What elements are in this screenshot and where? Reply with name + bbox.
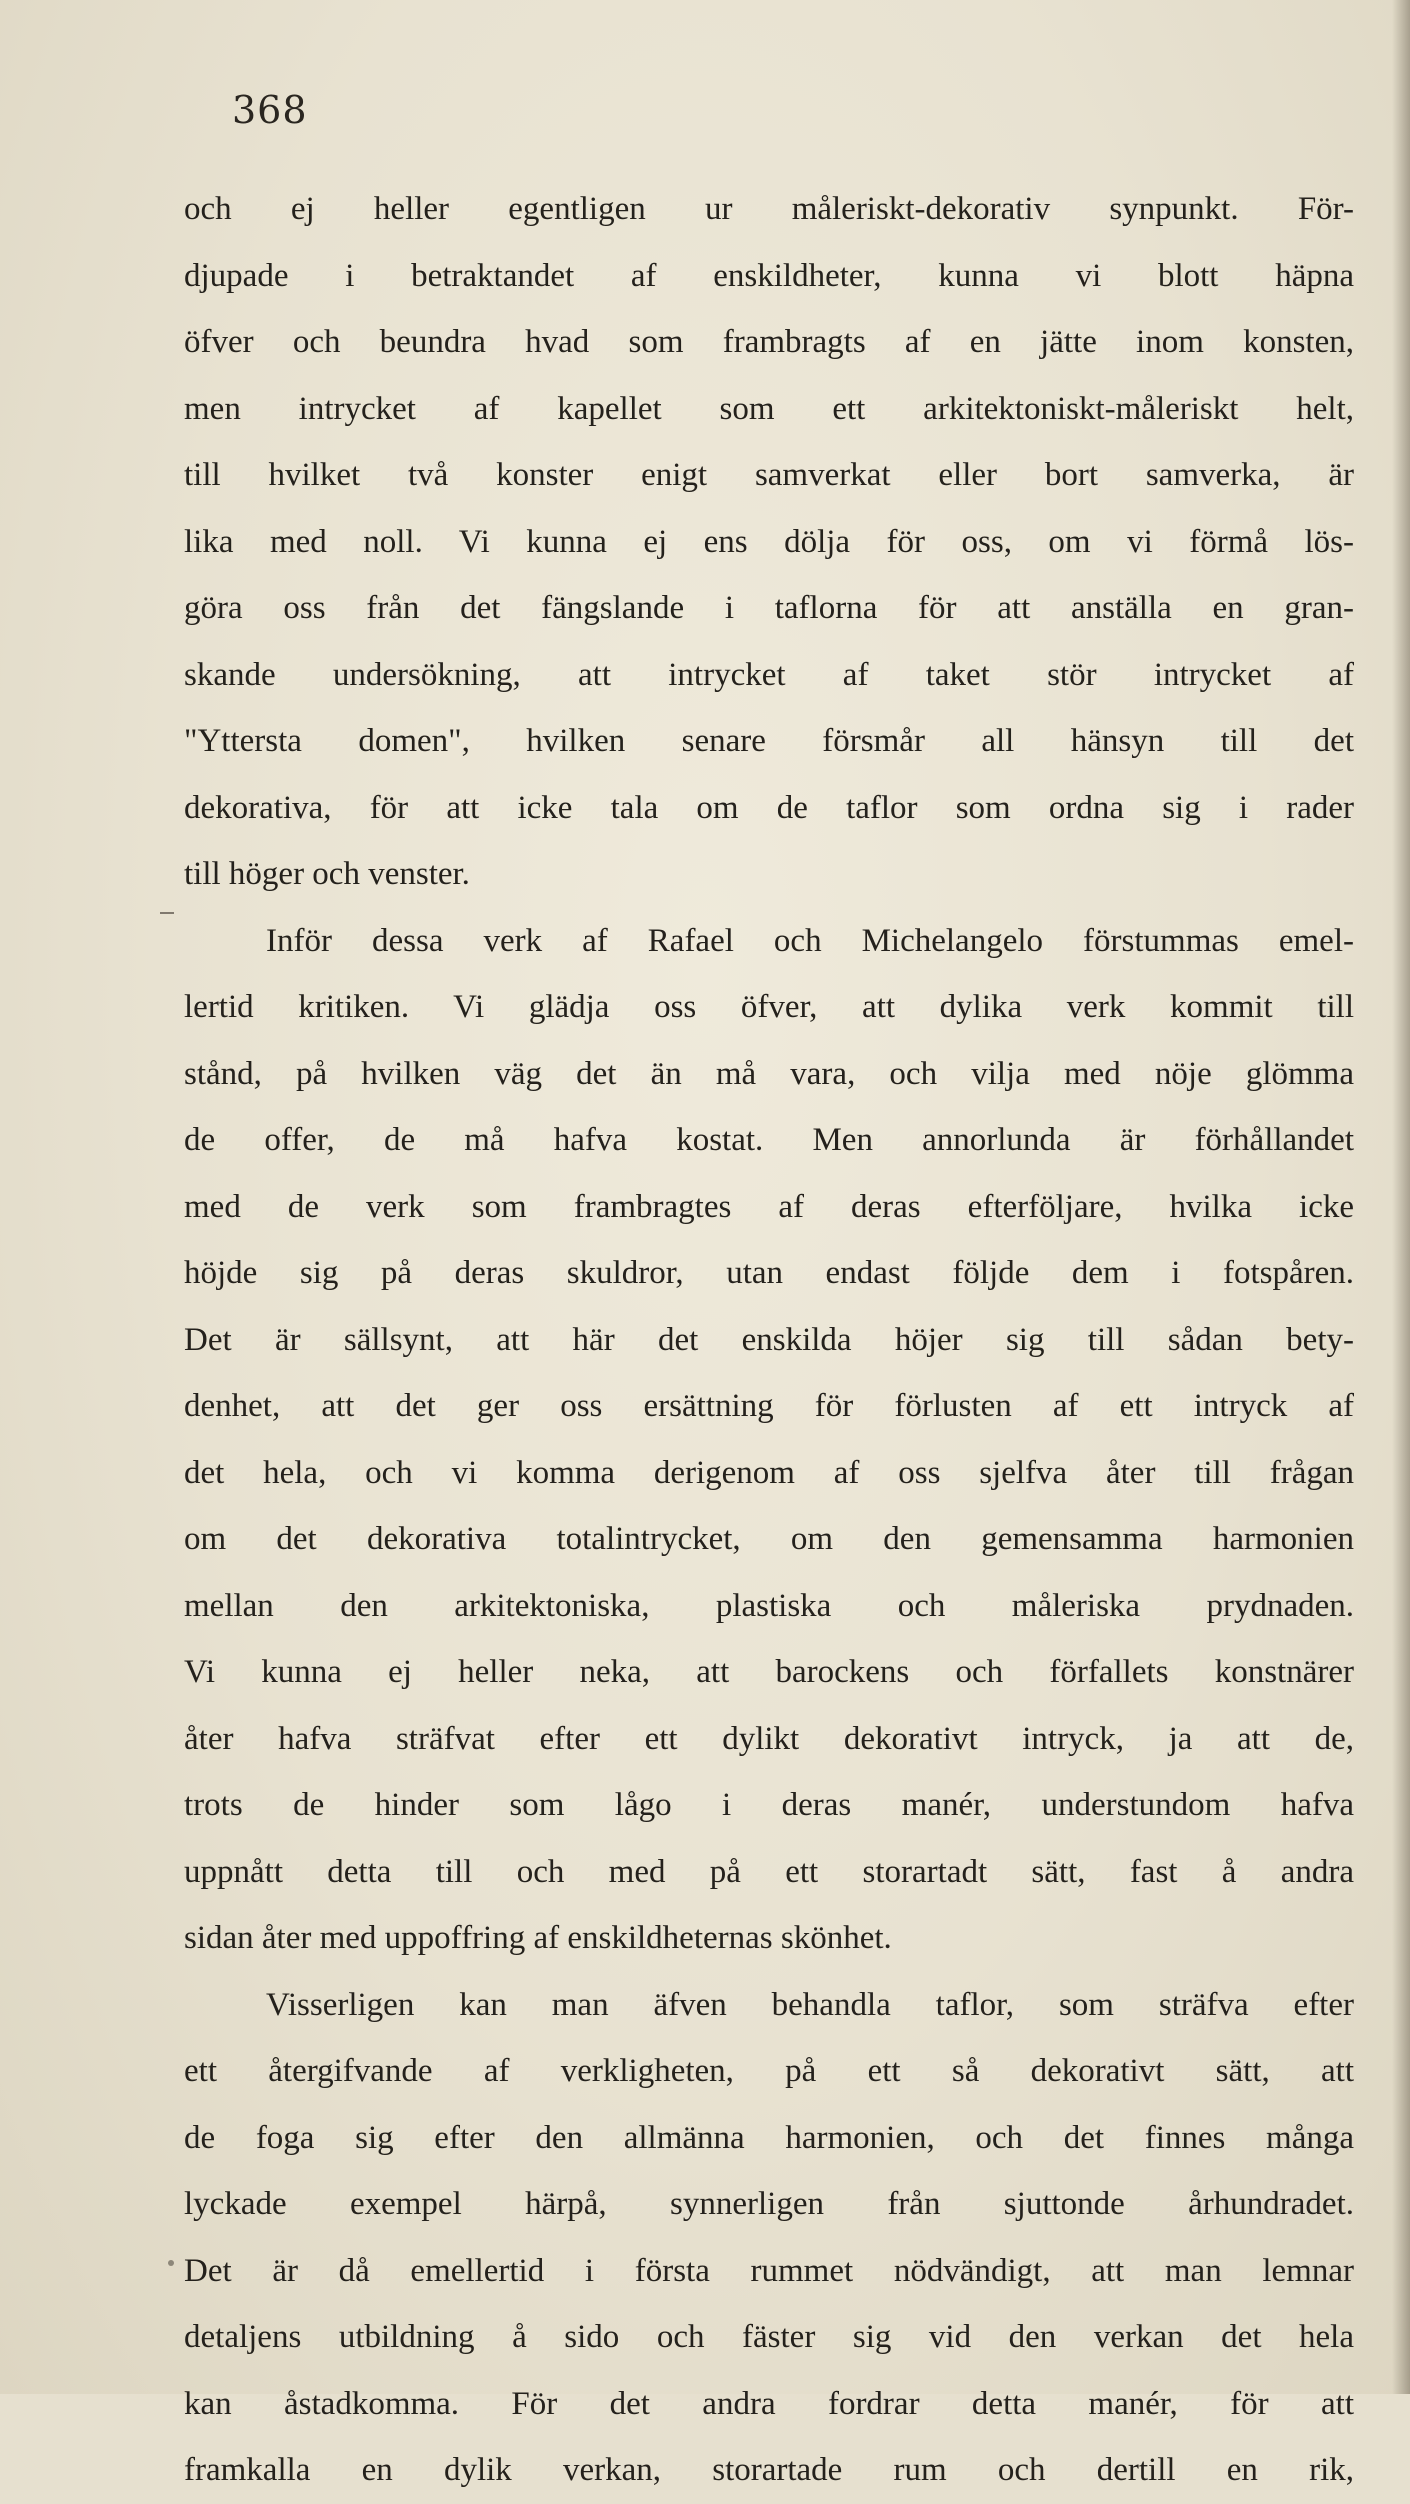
text-line: Det är då emellertid i första rummet nödvändigt, att man lemnar <box>184 2252 1354 2289</box>
text-line: åter hafva sträfvat efter ett dylikt dekorativt intryck, ja att de, <box>184 1720 1354 1757</box>
text-line: öfver och beundra hvad som frambragts af en jätte inom konsten, <box>184 324 1354 360</box>
text-line: höjde sig på deras skuldror, utan endast följde dem i fotspåren. <box>184 1255 1354 1291</box>
text-line: framkalla en dylik verkan, storartade rum och dertill en rik, <box>184 2452 1354 2488</box>
text-line: mellan den arkitektoniska, plastiska och måleriska prydnaden. <box>184 1587 1354 1624</box>
text-line: kan åstadkomma. För det andra fordrar detta manér, för att <box>184 2385 1354 2422</box>
text-line: skande undersökning, att intrycket af taket stör intrycket af <box>184 656 1354 693</box>
text-line: Visserligen kan man äfven behandla taflor, som sträfva efter <box>266 1986 1354 2023</box>
paragraph-2 <box>184 908 1354 1972</box>
text-line: Inför dessa verk af Rafael och Michelangelo förstummas emel- <box>266 922 1354 959</box>
text-line: Det är sällsynt, att här det enskilda höjer sig till sådan bety- <box>184 1321 1354 1358</box>
text-line: lyckade exempel härpå, synnerligen från sjuttonde århundradet. <box>184 2186 1354 2222</box>
text-line: det hela, och vi komma derigenom af oss sjelfva åter till frågan <box>184 1454 1354 1491</box>
body-text <box>184 176 1354 2504</box>
text-line: djupade i betraktandet af enskildheter, kunna vi blott häpna <box>184 257 1354 294</box>
text-line: detaljens utbildning å sido och fäster sig vid den verkan det hela <box>184 2319 1354 2355</box>
page-edge-shadow <box>1392 0 1410 2394</box>
page-number: 368 <box>232 88 308 132</box>
text-line: lika med noll. Vi kunna ej ens dölja för oss, om vi förmå lös- <box>184 523 1354 560</box>
paragraph-3 <box>184 1972 1354 2504</box>
text-line: lertid kritiken. Vi glädja oss öfver, att dylika verk kommit till <box>184 989 1354 1025</box>
text-line: med de verk som frambragtes af deras efterföljare, hvilka icke <box>184 1188 1354 1225</box>
text-line: dekorativa, för att icke tala om de taflor som ordna sig i rader <box>184 789 1354 826</box>
text-line: men intrycket af kapellet som ett arkitektoniskt-måleriskt helt, <box>184 390 1354 427</box>
paragraph-1 <box>184 176 1354 908</box>
text-line: till hvilket två konster enigt samverkat eller bort samverka, är <box>184 457 1354 493</box>
text-line: denhet, att det ger oss ersättning för förlusten af ett intryck af <box>184 1388 1354 1424</box>
text-line: göra oss från det fängslande i taflorna för att anställa en gran- <box>184 590 1354 626</box>
margin-mark <box>160 912 174 914</box>
text-line: sidan åter med uppoffring af enskildheternas skönhet. <box>184 1920 892 1956</box>
text-line: till höger och venster. <box>184 856 470 892</box>
text-line: uppnått detta till och med på ett storartadt sätt, fast å andra <box>184 1853 1354 1890</box>
margin-dot <box>168 2260 174 2266</box>
text-line: "Yttersta domen", hvilken senare försmår all hänsyn till det <box>184 723 1354 759</box>
text-line: de offer, de må hafva kostat. Men annorlunda är förhållandet <box>184 1122 1354 1158</box>
text-line: ett återgifvande af verkligheten, på ett så dekorativt sätt, att <box>184 2053 1354 2089</box>
text-line: trots de hinder som lågo i deras manér, understundom hafva <box>184 1787 1354 1823</box>
text-line: Vi kunna ej heller neka, att barockens och förfallets konstnärer <box>184 1654 1354 1690</box>
text-line: och ej heller egentligen ur måleriskt-dekorativ synpunkt. För- <box>184 191 1354 227</box>
text-line: de foga sig efter den allmänna harmonien, och det finnes många <box>184 2119 1354 2156</box>
text-line: stånd, på hvilken väg det än må vara, och vilja med nöje glömma <box>184 1055 1354 1092</box>
text-line: om det dekorativa totalintrycket, om den gemensamma harmonien <box>184 1521 1354 1557</box>
